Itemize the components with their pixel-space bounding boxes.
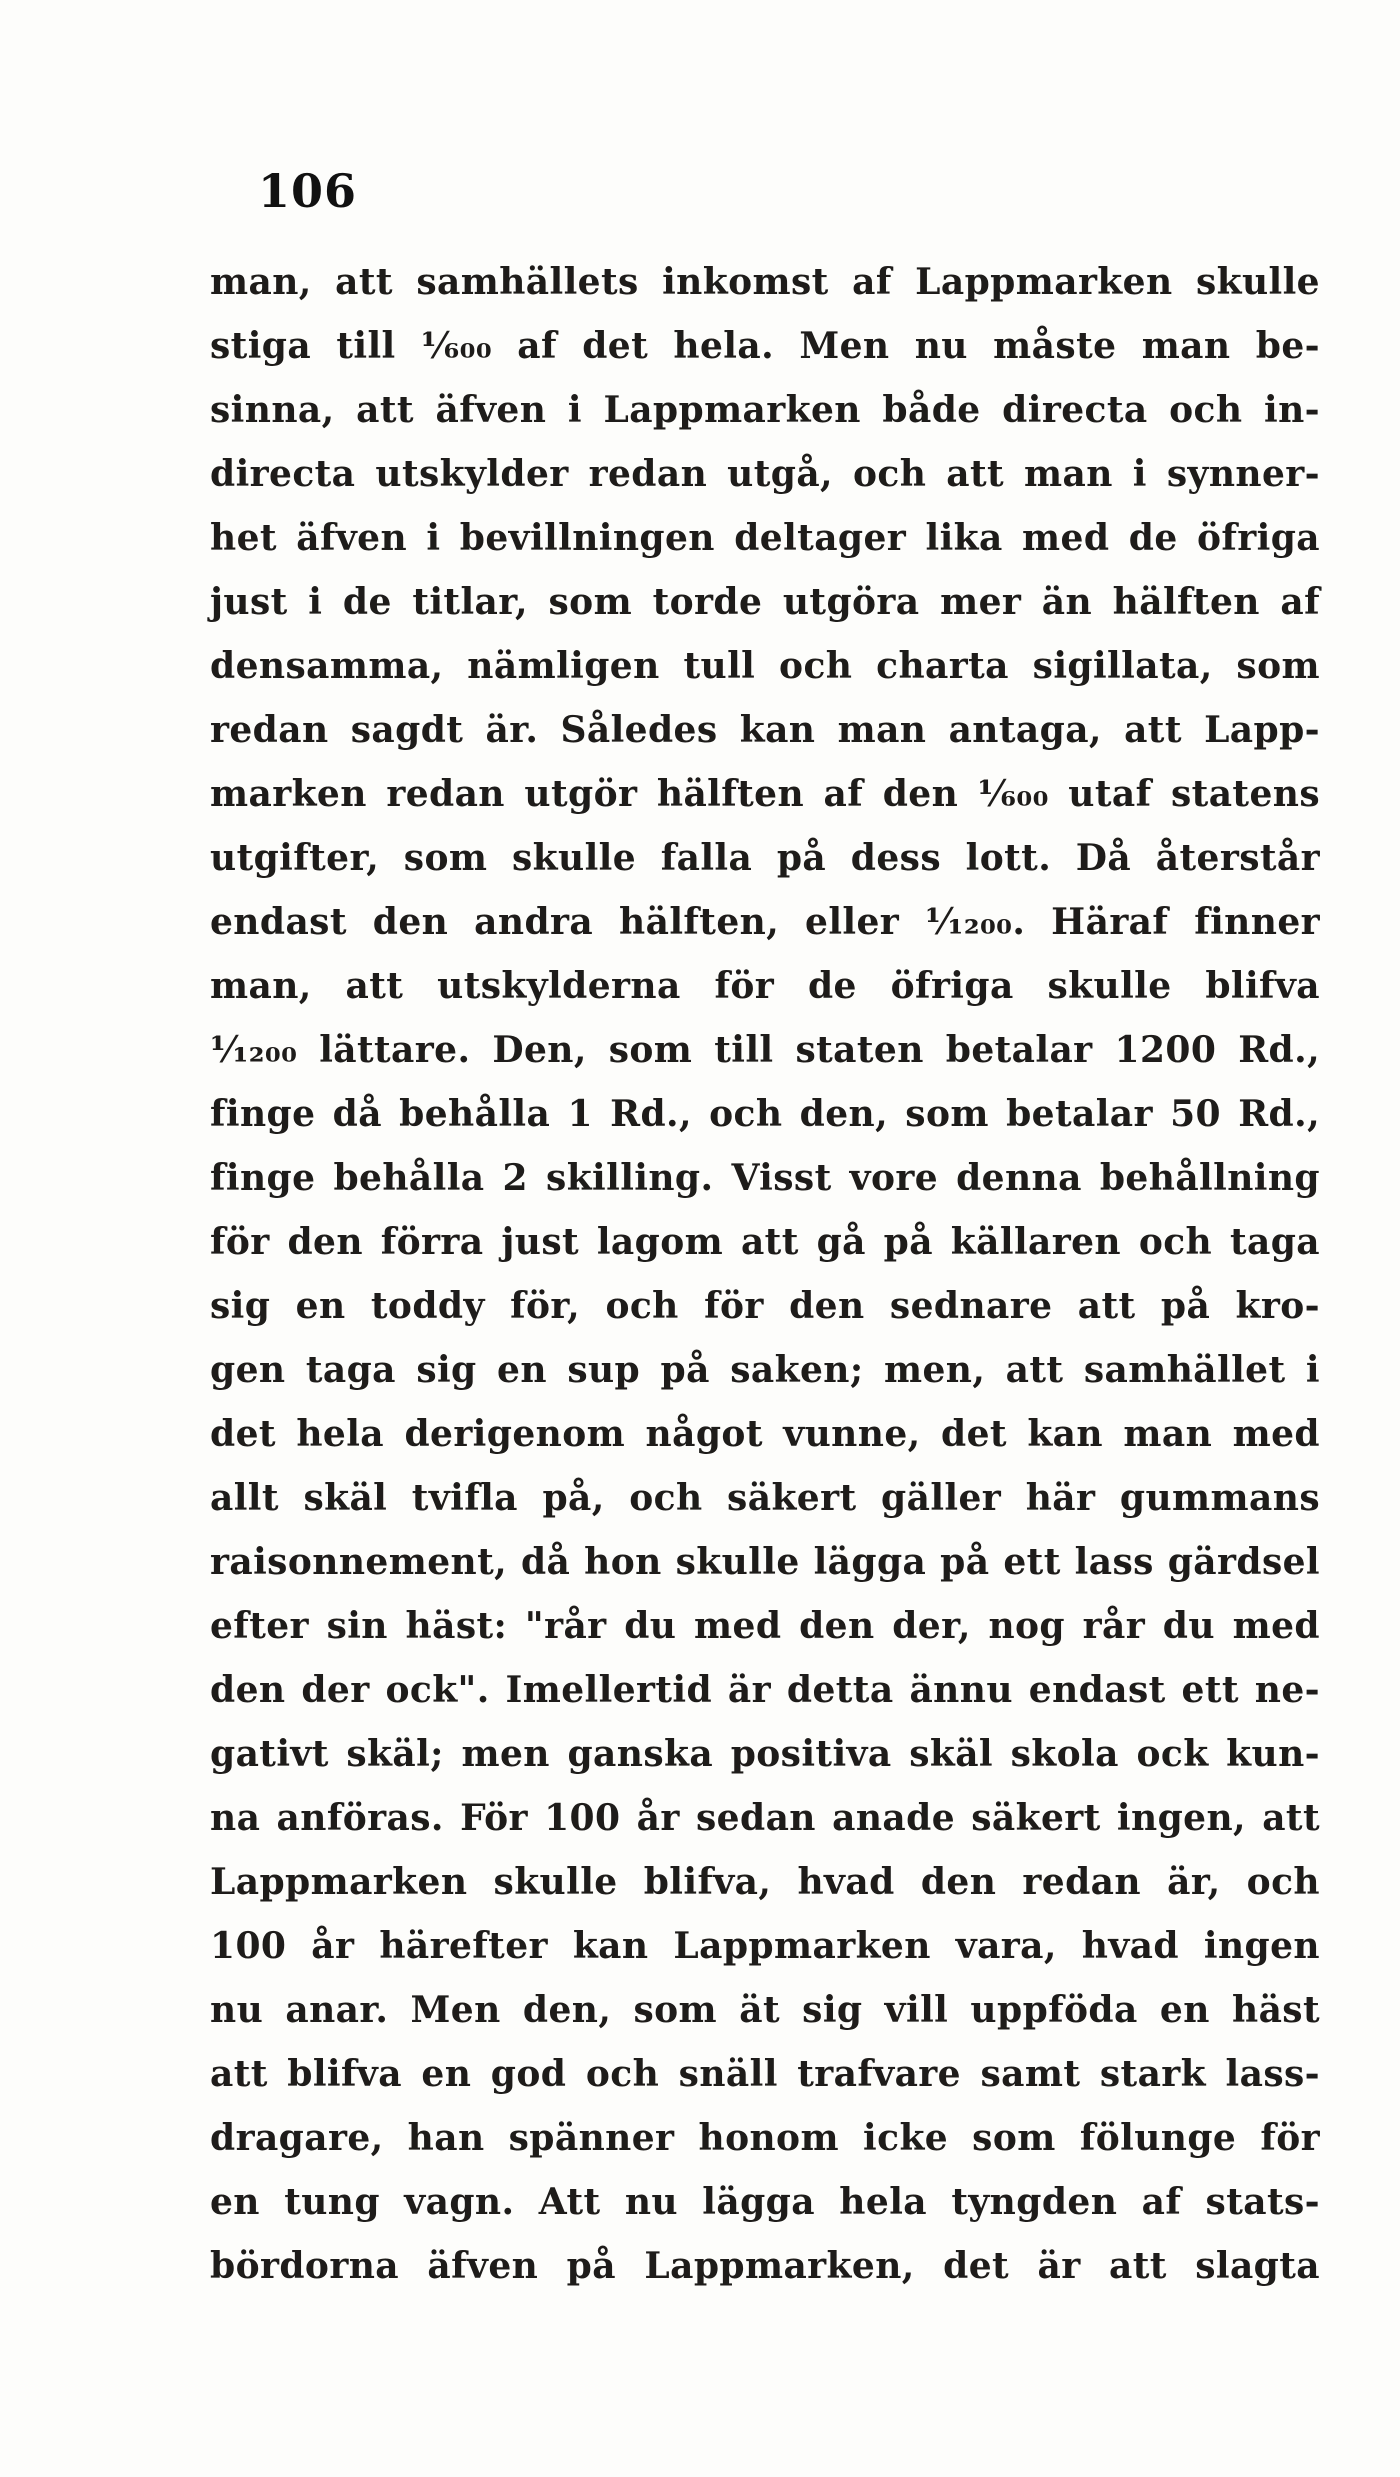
- text-line: na anföras. För 100 år sedan anade säkert ingen, att: [210, 1797, 1320, 1839]
- text-line: finge behålla 2 skilling. Visst vore denna behållning: [210, 1157, 1320, 1199]
- text-line: marken redan utgör hälften af den ¹⁄₆₀₀ utaf statens: [210, 773, 1320, 815]
- text-line: densamma, nämligen tull och charta sigillata, som: [210, 645, 1320, 687]
- text-line: endast den andra hälften, eller ¹⁄₁₂₀₀. Häraf finner: [210, 901, 1320, 943]
- text-line: en tung vagn. Att nu lägga hela tyngden af stats-: [210, 2181, 1320, 2223]
- text-line: nu anar. Men den, som ät sig vill uppföda en häst: [210, 1989, 1320, 2031]
- text-line: stiga till ¹⁄₆₀₀ af det hela. Men nu måste man be-: [210, 325, 1320, 367]
- text-line: man, att samhällets inkomst af Lappmarken skulle: [210, 261, 1320, 303]
- text-line: Lappmarken skulle blifva, hvad den redan är, och: [210, 1861, 1320, 1903]
- text-line: 100 år härefter kan Lappmarken vara, hvad ingen: [210, 1925, 1320, 1967]
- text-line: gativt skäl; men ganska positiva skäl skola ock kun-: [210, 1733, 1320, 1775]
- text-line: sinna, att äfven i Lappmarken både directa och in-: [210, 389, 1320, 431]
- text-line: efter sin häst: "rår du med den der, nog rår du med: [210, 1605, 1320, 1647]
- text-line: den der ock". Imellertid är detta ännu endast ett ne-: [210, 1669, 1320, 1711]
- text-line: raisonnement, då hon skulle lägga på ett lass gärdsel: [210, 1541, 1320, 1583]
- text-line: sig en toddy för, och för den sednare att på kro-: [210, 1285, 1320, 1327]
- text-line: för den förra just lagom att gå på källaren och taga: [210, 1221, 1320, 1263]
- text-line: man, att utskylderna för de öfriga skulle blifva: [210, 965, 1320, 1007]
- text-line: ¹⁄₁₂₀₀ lättare. Den, som till staten betalar 1200 Rd.,: [210, 1029, 1320, 1071]
- text-line: att blifva en god och snäll trafvare samt stark lass-: [210, 2053, 1320, 2095]
- page-number: 106: [258, 164, 358, 218]
- text-line: allt skäl tvifla på, och säkert gäller här gummans: [210, 1477, 1320, 1519]
- text-line: dragare, han spänner honom icke som fölunge för: [210, 2117, 1320, 2159]
- text-line: finge då behålla 1 Rd., och den, som betalar 50 Rd.,: [210, 1093, 1320, 1135]
- text-line: directa utskylder redan utgå, och att man i synner-: [210, 453, 1320, 495]
- text-line: gen taga sig en sup på saken; men, att samhället i: [210, 1349, 1320, 1391]
- text-line: het äfven i bevillningen deltager lika med de öfriga: [210, 517, 1320, 559]
- text-line: utgifter, som skulle falla på dess lott. Då återstår: [210, 837, 1320, 879]
- text-line: bördorna äfven på Lappmarken, det är att slagta: [210, 2245, 1320, 2287]
- text-line: redan sagdt är. Således kan man antaga, att Lapp-: [210, 709, 1320, 751]
- text-line: det hela derigenom något vunne, det kan man med: [210, 1413, 1320, 1455]
- text-line: just i de titlar, som torde utgöra mer än hälften af: [210, 581, 1320, 623]
